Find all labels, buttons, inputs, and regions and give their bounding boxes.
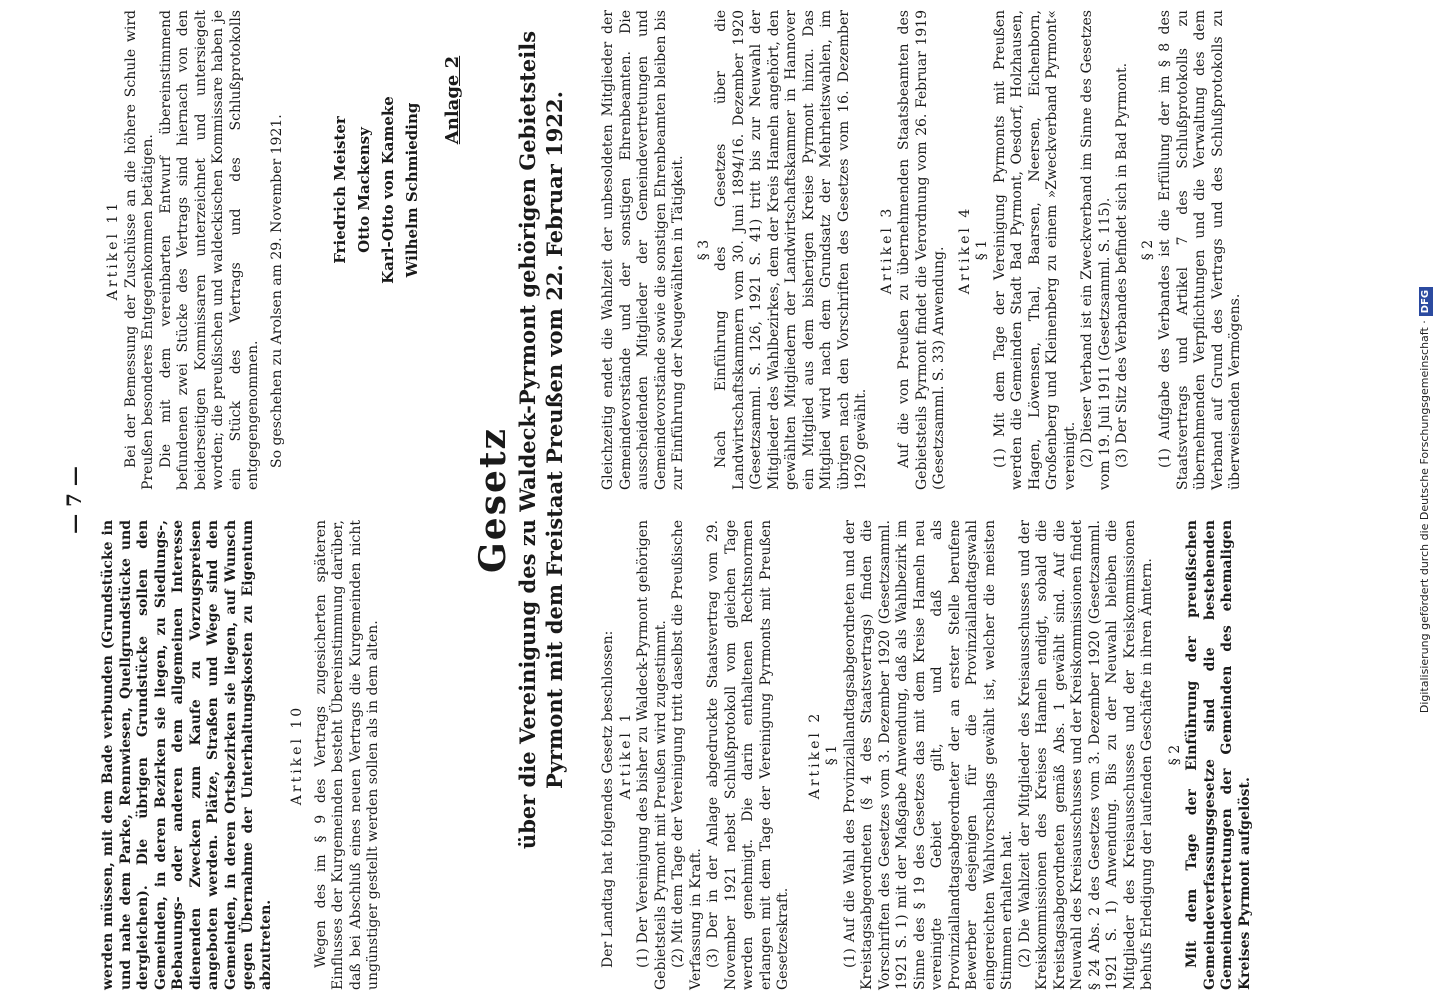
page-content	[10, 0, 1370, 1000]
gesetz-subtitle: über die Vereinigung des zu Waldeck-Pyrmont gehörigen Gebietsteils Pyrmont mit dem Freistaat Preußen vom 22. Februar 1922.	[515, 30, 567, 850]
art2-section-1: § 1	[824, 744, 840, 766]
art4-p2: (2) Dieser Verband ist ein Zweckverband im Sinne des Gesetzes vom 19. Juli 1911 (Gesetzsamml. S. 115).	[1079, 10, 1113, 490]
signatory: Friedrich Meister	[331, 116, 349, 264]
digitization-credit	[1418, 0, 1434, 1000]
signatory: Wilhelm Schmieding	[403, 102, 421, 278]
signatory: Karl-Otto von Kameke	[379, 96, 397, 284]
art1-p3: (3) Der in der Anlage abgedruckte Staatsvertrag vom 29. November 1921 nebst Schlußprotokoll vom gleichen Tage werden genehmigt. Die darin enthaltenen Rechtsnormen erlangen mit dem Tage der Vereinigung Pyrmonts mit Preußen Gesetzeskraft.	[705, 520, 791, 990]
anlage-label: Anlage 2	[442, 55, 463, 145]
lower-left-column	[600, 520, 1254, 990]
art4-section-1: § 1	[974, 239, 990, 261]
upper-left-column	[100, 520, 383, 990]
artikel10-text: Wegen des im § 9 des Vertrags zugesicherten späteren Einflusses der Kurgemeinden besteht Übereinstimmung darüber, daß bei Abschluß eines neuen Vertrags die Kurgemeinden nicht ungünstiger gestellt werden sollen als in dem alten.	[312, 520, 381, 990]
art4-section-2: § 2	[1139, 239, 1156, 261]
place-date: So geschehen zu Arolsen am 29. November 1921.	[268, 114, 285, 468]
l2-p1: Gleichzeitig endet die Wahlzeit der unbesoldeten Mitglieder der Gemeindevorstände und der sonstigen Ehrenbeamten. Die ausscheidenden Mitglieder der Gemeindevertretungen und Gemeindevorstände sowie die sonstigen Ehrenbeamten bleiben bis zur Einführung der Neugewählten in Tätigkeit.	[600, 10, 686, 490]
dfg-logo: DFG	[1419, 287, 1433, 316]
paragraph-grundstuecke: werden müssen, mit dem Bade verbunden (Grundstücke in und nahe dem Parke, Rennwiesen, Quellgrundstücke und dergleichen). Die übrigen Grundstücke sollen den Gemeinden, in deren Bezirken sie liegen, zu Siedlungs-, Bebauungs- oder anderen dem allgemeinen Interesse dienenden Zwecken zum Kaufe zu Vorzugspreisen angeboten werden. Plätze, Straßen und Wege sind den Gemeinden, in deren Ortsbezirken sie liegen, auf Wunsch gegen Übernahme der Unterhaltungskosten zu Eigentum abzutreten.	[100, 520, 274, 990]
l2-p3: Auf die von Preußen zu übernehmenden Staatsbeamten des Gebietsteils Pyrmont findet die Verordnung vom 26. Februar 1919 (Gesetzsamml. S. 33) Anwendung.	[896, 10, 947, 490]
art2-section-2: § 2	[1166, 744, 1183, 766]
section-3: § 3	[695, 239, 712, 261]
page-number: — 7 —	[62, 466, 86, 534]
l2-p2: Nach Einführung des Gesetzes über die Landwirtschaftskammern vom 30. Juni 1894/16. Dezember 1920 (Gesetzsamml. S. 126, 1921 S. 41) tritt bis zur Neuwahl der Mitglieder des Wahlbezirkes, dem der Kreis Hameln angehört, den gewählten Mitgliedern der Landwirtschaftskammer in Hannover ein Mitglied aus dem bisherigen Kreise Pyrmont hinzu. Das Mitglied wird nach dem Grundsatz der Mehrheitswahlen, im übrigen nach den Vorschriften des Gesetzes vom 16. Dezember 1920 gewählt.	[713, 10, 869, 490]
art3-heading: Artikel 3	[878, 205, 895, 295]
art4-heading: Artikel 4	[956, 205, 973, 295]
artikel11-heading: Artikel 11	[105, 199, 121, 301]
art2-heading: Artikel 2	[806, 710, 823, 800]
gesetz-title: Gesetz	[472, 427, 514, 573]
upper-right-column	[105, 10, 286, 490]
credit-text: Digitalisierung gefördert durch die Deutsche Forschungsgemeinschaft ·	[1418, 320, 1431, 714]
art4-p1: (1) Mit dem Tage der Vereinigung Pyrmonts mit Preußen werden die Gemeinden Stadt Bad Pyrmont, Oesdorf, Holzhausen, Hagen, Löwensen, Thal, Baarsen, Neersen, Eichenborn, Großenberg und Kleinenberg zu einem »Zweckverband Pyrmont« vereinigt.	[991, 10, 1078, 490]
art2-p1: (1) Auf die Wahl des Provinziallandtagsabgeordneten und der Kreistagsabgeordneten (§ 4 des Staatsvertrags) finden die Vorschriften des Gesetzes vom 3. Dezember 1920 (Gesetzsamml. 1921 S. 1) mit der Maßgabe Anwendung, daß als Wahlbezirk im Sinne des § 19 des Gesetzes das mit dem Kreise Hameln neu vereinigte Gebiet gilt, und daß als Provinziallandtagsabgeordneter der an erster Stelle berufene Bewerber desjenigen für die Provinziallandtagswahl eingereichten Wahlvorschlags gewählt ist, welcher die meisten Stimmen erhalten hat.	[841, 520, 1015, 990]
art4-p4: (1) Aufgabe des Verbandes ist die Erfüllung der im § 8 des Staatsvertrags und Artikel 7 des Schlußprotokolls zu übernehmenden Verpflichtungen und die Verwaltung des dem Verband auf Grund des Vertrags und des Schlußprotokolls zu überweisenden Vermögens.	[1157, 10, 1243, 490]
intro: Der Landtag hat folgendes Gesetz beschlossen:	[600, 630, 616, 968]
art1-heading: Artikel 1	[617, 710, 634, 800]
signatures	[328, 10, 424, 370]
artikel10-heading: Artikel 10	[289, 704, 305, 806]
art1-p1: (1) Der Vereinigung des bisher zu Waldeck-Pyrmont gehörigen Gebietsteils Pyrmont mit Preußen wird zugestimmt.	[635, 520, 669, 990]
artikel11-text-1: Bei der Bemessung der Zuschüsse an die höhere Schule wird Preußen besonderes Entgegenkommen betätigen.	[122, 10, 156, 490]
art1-p2: (2) Mit dem Tage der Vereinigung tritt daselbst die Preußische Verfassung in Kraft.	[670, 520, 704, 990]
art4-p3: (3) Der Sitz des Verbandes befindet sich in Bad Pyrmont.	[1114, 62, 1130, 468]
artikel11-text-2: Die mit dem vereinbarten Entwurf übereinstimmend befundenen zwei Stücke des Vertrags sind hiernach von den beiderseitigen Kommissaren unterzeichnet und untersiegelt worden; die preußischen und waldeckischen Kommissare haben je ein Stück des Vertrags und des Schlußprotokolls entgegengenommen.	[157, 10, 261, 490]
art2-p2: (2) Die Wahlzeit der Mitglieder des Kreisausschusses und der Kreiskommissionen des Kreises Hameln endigt, sobald die Kreistagsabgeordneten gemäß Abs. 1 gewählt sind. Auf die Neuwahl des Kreisausschusses und der Kreiskommissionen findet § 24 Abs. 2 des Gesetzes vom 3. Dezember 1920 (Gesetzsamml. 1921 S. 1) Anwendung. Bis zu der Neuwahl bleiben die Mitglieder des Kreisausschusses und der Kreiskommissionen behufs Erledigung der laufenden Geschäfte in ihren Ämtern.	[1016, 520, 1155, 990]
lower-right-column	[600, 10, 1245, 490]
art2-p3: Mit dem Tage der Einführung der preußischen Gemeindeverfassungsgesetze sind die bestehenden Gemeindevertretungen der Gemeinden des ehemaligen Kreises Pyrmont aufgelöst.	[1184, 520, 1253, 990]
signatory: Otto Mackensy	[355, 127, 373, 253]
